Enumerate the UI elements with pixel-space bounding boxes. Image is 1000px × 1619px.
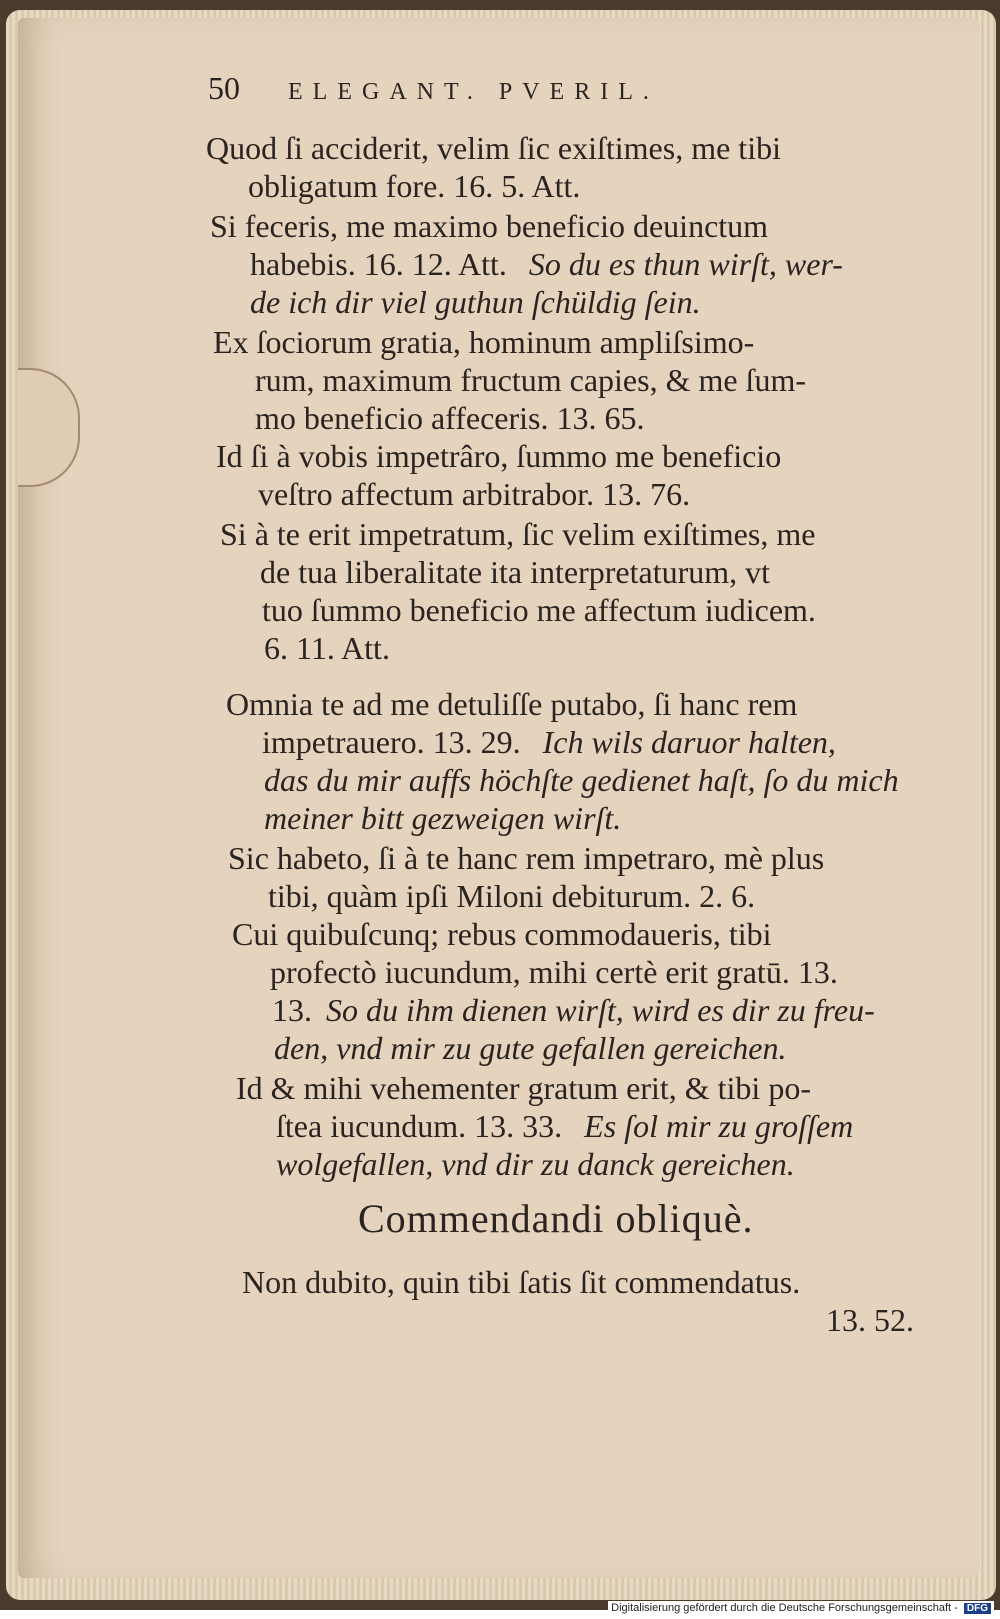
text-line: Cui quibuſcunq; rebus commodaueris, tibi	[232, 916, 772, 952]
text-line: tibi, quàm ipſi Miloni debiturum. 2. 6.	[268, 878, 756, 914]
text-latin: ſtea iucundum. 13. 33.	[276, 1108, 563, 1144]
text-line: rum, maximum fructum capies, & me ſum-	[255, 362, 806, 398]
text-latin: habebis. 16. 12. Att.	[250, 246, 507, 282]
text-line: veſtro affectum arbitrabor. 13. 76.	[258, 476, 691, 512]
credit-text: Digitalisierung gefördert durch die Deutsche Forschungsgemeinschaft -	[611, 1602, 958, 1614]
page-number: 50	[208, 70, 240, 106]
text-line: de ich dir viel guthun ſchüldig ſein.	[250, 284, 701, 320]
text-line: Si feceris, me maximo beneficio deuinctum	[210, 208, 769, 244]
text-line: den, vnd mir zu gute gefallen gereichen.	[274, 1030, 787, 1066]
text-german: Ich wils daruor halten,	[542, 724, 836, 760]
text-line: Id & mihi vehementer gratum erit, & tibi po-	[236, 1070, 811, 1106]
dfg-logo: DFG	[964, 1603, 991, 1614]
text-line: Quod ſi acciderit, velim ſic exiſtimes, me tibi	[206, 130, 781, 166]
text-line: wolgefallen, vnd dir zu danck gereichen.	[276, 1146, 795, 1182]
digitization-credit	[608, 1601, 994, 1615]
text-line: 6. 11. Att.	[264, 630, 390, 666]
text-line: Sic habeto, ſi à te hanc rem impetraro, mè plus	[228, 840, 825, 876]
text-line: Si à te erit impetratum, ſic velim exiſtimes, me	[220, 516, 816, 552]
text-line: de tua liberalitate ita interpretaturum, vt	[260, 554, 771, 590]
text-german: So du ihm dienen wirſt, wird es dir zu freu-	[326, 992, 875, 1028]
text-line: 13. 52.	[826, 1302, 914, 1338]
text-latin: impetrauero. 13. 29.	[262, 724, 521, 760]
text-line: mo beneficio affeceris. 13. 65.	[255, 400, 645, 436]
text-german: So du es thun wirſt, wer-	[528, 246, 843, 282]
text-line: Ex ſociorum gratia, hominum ampliſsimo-	[213, 324, 755, 360]
text-line: tuo ſummo beneficio me affectum iudicem.	[262, 592, 816, 628]
page-text	[18, 18, 980, 1578]
section-heading: Commendandi obliquè.	[358, 1196, 754, 1241]
text-line: Omnia te ad me detuliſſe putabo, ſi hanc rem	[226, 686, 798, 722]
page	[18, 18, 980, 1578]
text-line: obligatum fore. 16. 5. Att.	[248, 168, 581, 204]
text-german: Es ſol mir zu groſſem	[584, 1108, 854, 1144]
text-line: Non dubito, quin tibi ſatis ſit commendatus.	[242, 1264, 801, 1300]
text-line: das du mir auffs höchſte gedienet haſt, ſo du mich	[264, 762, 899, 798]
text-line: profectò iucundum, mihi certè erit gratū. 13.	[270, 954, 838, 990]
running-head: ELEGANT. PVERIL.	[288, 79, 659, 105]
text-latin: 13.	[272, 992, 312, 1028]
text-line: Id ſi à vobis impetrâro, ſummo me beneficio	[216, 438, 782, 474]
text-line: meiner bitt gezweigen wirſt.	[264, 800, 622, 836]
